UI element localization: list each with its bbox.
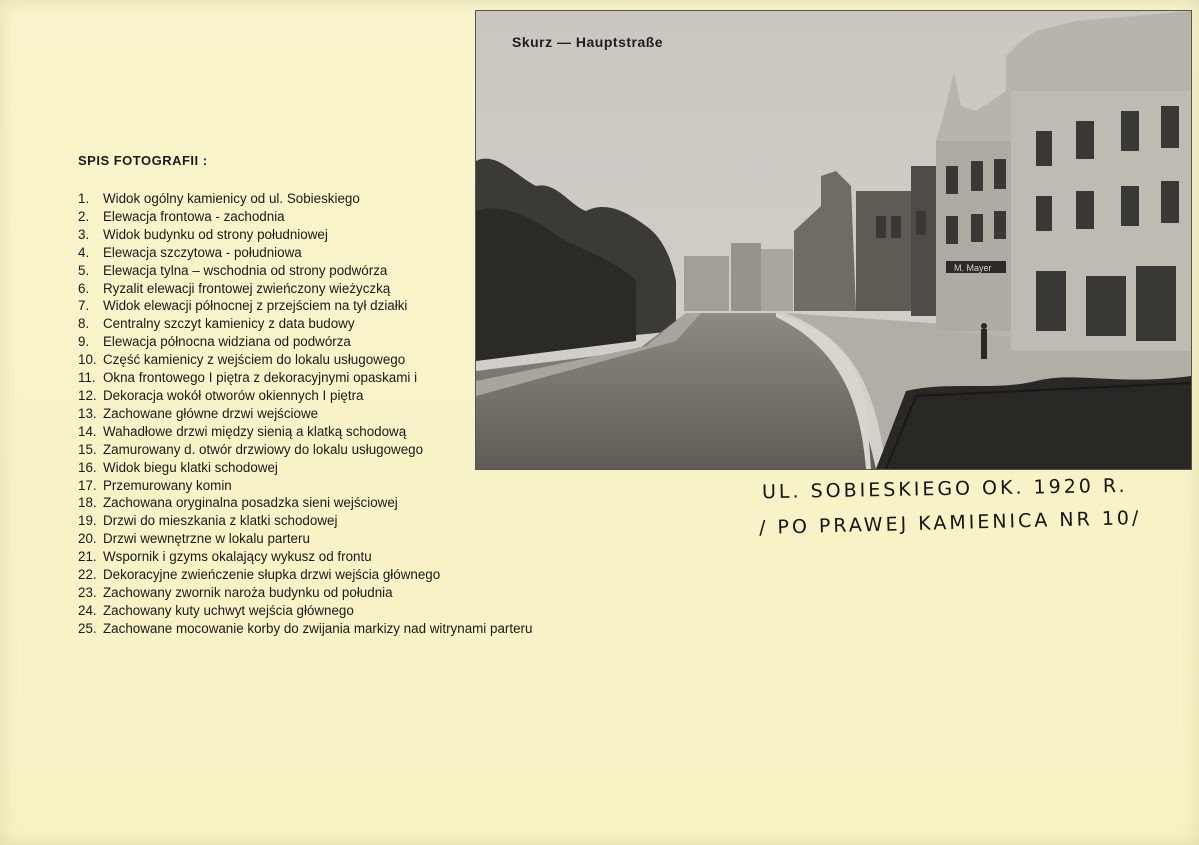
list-item bbox=[78, 351, 476, 369]
list-item-number: 5. bbox=[78, 262, 90, 278]
list-item-number: 6. bbox=[78, 280, 90, 296]
list-item-number: 2. bbox=[78, 208, 90, 224]
list-item-text: Elewacja północna widziana od podwórza bbox=[103, 334, 351, 350]
list-item-text: Ryzalit elewacji frontowej zwieńczony wieżyczką bbox=[103, 280, 391, 296]
list-item-number: 4. bbox=[78, 244, 90, 260]
list-item bbox=[78, 387, 476, 405]
list-item-text: Zachowane główne drzwi wejściowe bbox=[103, 405, 319, 421]
list-item-number: 9. bbox=[78, 334, 90, 350]
list-item-text: Elewacja frontowa - zachodnia bbox=[103, 208, 285, 224]
list-item-number: 17. bbox=[78, 477, 97, 493]
list-item-text: Centralny szczyt kamienicy z data budowy bbox=[103, 316, 355, 332]
list-item-number: 20. bbox=[78, 531, 97, 547]
handwritten-note-line-1: UL. SOBIESKIEGO OK. 1920 R. bbox=[761, 474, 1128, 504]
list-item-number: 3. bbox=[78, 226, 90, 242]
list-item bbox=[78, 584, 638, 602]
list-item-number: 19. bbox=[78, 513, 97, 529]
list-item-number: 22. bbox=[78, 567, 97, 583]
list-item bbox=[78, 441, 476, 459]
list-item bbox=[78, 423, 476, 441]
list-item bbox=[78, 620, 638, 638]
list-item bbox=[78, 459, 476, 477]
list-item-number: 24. bbox=[78, 602, 97, 618]
handwritten-note-line-2: / PO PRAWEJ KAMIENICA NR 10/ bbox=[758, 506, 1142, 540]
list-item-text: Elewacja tylna – wschodnia od strony podwórza bbox=[103, 262, 388, 278]
list-item-number: 15. bbox=[78, 441, 97, 457]
historic-photograph bbox=[475, 10, 1192, 470]
list-item-number: 21. bbox=[78, 549, 97, 565]
list-item bbox=[78, 369, 476, 387]
list-item-text: Dekoracja wokół otworów okiennych I piętra bbox=[103, 387, 364, 403]
list-item-text: Część kamienicy z wejściem do lokalu usługowego bbox=[103, 352, 406, 368]
list-item-text: Okna frontowego I piętra z dekoracyjnymi opaskami i bbox=[103, 370, 418, 386]
list-item-number: 18. bbox=[78, 495, 97, 511]
list-item-text: Zachowany zwornik naroża budynku od południa bbox=[103, 584, 393, 600]
list-item bbox=[78, 566, 638, 584]
list-item bbox=[78, 477, 638, 495]
list-item-number: 14. bbox=[78, 423, 97, 439]
list-item-text: Widok elewacji północnej z przejściem na tył działki bbox=[103, 298, 408, 314]
list-item-text: Zachowane mocowanie korby do zwijania markizy nad witrynami parteru bbox=[103, 620, 533, 636]
list-item-number: 23. bbox=[78, 584, 97, 600]
list-item bbox=[78, 530, 638, 548]
list-item-text: Wahadłowe drzwi między sienią a klatką schodową bbox=[103, 423, 407, 439]
list-item-text: Drzwi wewnętrzne w lokalu parteru bbox=[103, 531, 310, 547]
list-item-text: Zachowany kuty uchwyt wejścia głównego bbox=[103, 602, 354, 618]
list-item bbox=[78, 405, 476, 423]
list-item-number: 16. bbox=[78, 459, 97, 475]
street-scene-image bbox=[476, 11, 1191, 469]
list-item-number: 25. bbox=[78, 620, 97, 636]
shop-sign-text: M. Mayer bbox=[954, 263, 992, 273]
list-item-text: Zamurowany d. otwór drzwiowy do lokalu usługowego bbox=[103, 441, 424, 457]
list-item-text: Widok biegu klatki schodowej bbox=[103, 459, 278, 475]
list-item-text: Widok budynku od strony południowej bbox=[103, 226, 328, 242]
list-item-number: 12. bbox=[78, 387, 97, 403]
list-item-number: 11. bbox=[78, 370, 96, 386]
list-item-text: Zachowana oryginalna posadzka sieni wejściowej bbox=[103, 495, 398, 511]
list-item-number: 1. bbox=[78, 191, 90, 206]
list-item bbox=[78, 602, 638, 620]
list-item bbox=[78, 548, 638, 566]
list-item-number: 13. bbox=[78, 405, 97, 421]
list-item-text: Przemurowany komin bbox=[103, 477, 232, 493]
photo-caption: Skurz — Hauptstraße bbox=[512, 34, 664, 50]
list-item-text: Dekoracyjne zwieńczenie słupka drzwi wejścia głównego bbox=[103, 567, 441, 583]
list-item-text: Widok ogólny kamienicy od ul. Sobieskiego bbox=[103, 191, 360, 206]
list-item-number: 8. bbox=[78, 316, 90, 332]
list-item-text: Drzwi do mieszkania z klatki schodowej bbox=[103, 513, 338, 529]
list-item-number: 7. bbox=[78, 298, 90, 314]
list-item-text: Wspornik i gzyms okalający wykusz od frontu bbox=[103, 549, 372, 565]
list-item-text: Elewacja szczytowa - południowa bbox=[103, 244, 302, 260]
list-item-number: 10. bbox=[78, 352, 97, 368]
list-item bbox=[78, 512, 638, 530]
list-item bbox=[78, 494, 638, 512]
list-title: SPIS FOTOGRAFII : bbox=[78, 153, 208, 168]
